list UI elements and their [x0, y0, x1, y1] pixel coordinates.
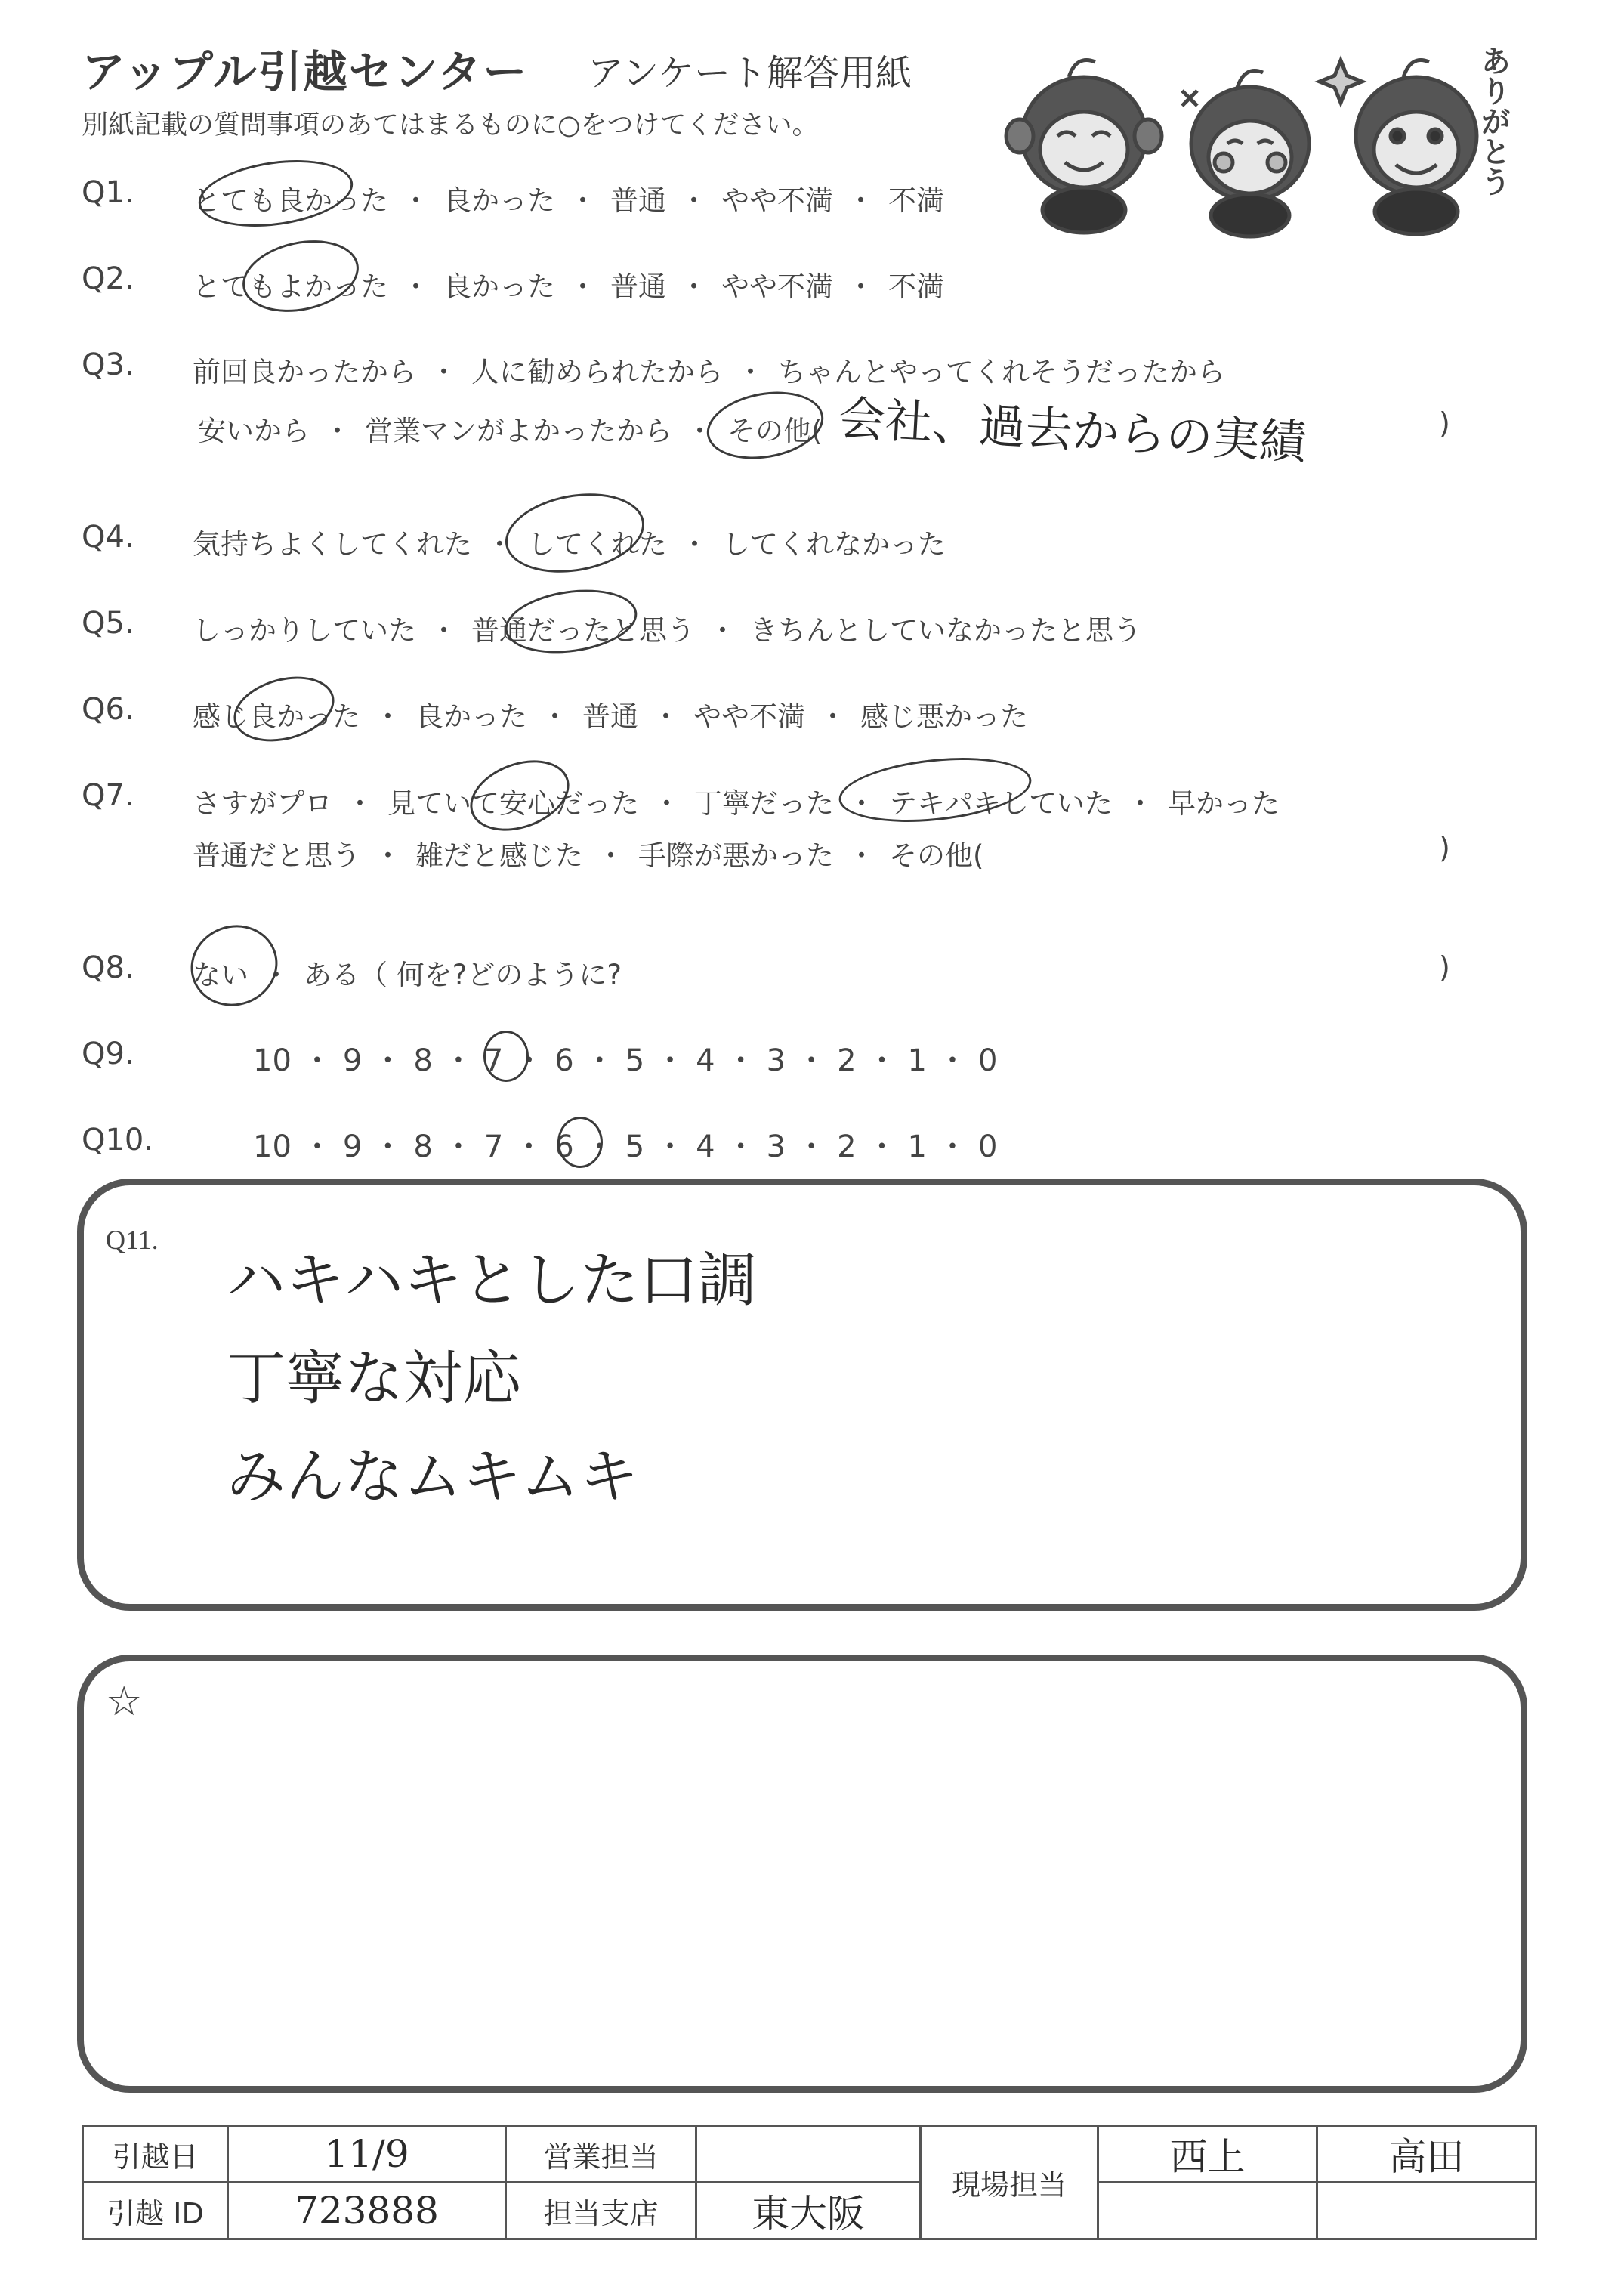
- mascot-caption: ありがとう: [1476, 45, 1511, 196]
- q9-score-1[interactable]: 1: [907, 1043, 927, 1078]
- q5-options: しっかりしていた ・ 普通だったと思う ・ きちんとしていなかったと思う: [193, 614, 1141, 647]
- q7-answer-circle-1: [460, 747, 579, 843]
- q7-option-5[interactable]: 早かった: [1168, 787, 1280, 820]
- q9-score-7[interactable]: 7: [483, 1043, 504, 1078]
- q6-option-1[interactable]: 感じ良かった: [193, 700, 360, 733]
- q4-answer-circle: [499, 484, 651, 583]
- q2-answer-circle: [236, 230, 366, 322]
- q7-number: Q7.: [82, 778, 134, 813]
- q2-option-1[interactable]: とてもよかった: [193, 270, 388, 303]
- site-rep-extra-2[interactable]: [1317, 2183, 1536, 2239]
- q10-score-2[interactable]: 2: [837, 1130, 857, 1164]
- q10-score-5[interactable]: 5: [625, 1130, 645, 1164]
- q1-option-4[interactable]: やや不満: [721, 184, 833, 217]
- sales-rep-value[interactable]: [696, 2126, 921, 2183]
- move-date-label: 引越日: [83, 2126, 228, 2183]
- q3-option-1[interactable]: 前回良かったから: [193, 356, 416, 388]
- q10-score-9[interactable]: 9: [342, 1130, 363, 1164]
- q2-options: とてもよかった ・ 良かった ・ 普通 ・ やや不満 ・ 不満: [193, 270, 944, 303]
- q10-score-10[interactable]: 10: [253, 1130, 292, 1164]
- q8-answer-circle: [179, 913, 289, 1018]
- q10-score-0[interactable]: 0: [977, 1130, 998, 1164]
- q9-score-10[interactable]: 10: [253, 1043, 292, 1078]
- branch-value[interactable]: 東大阪: [696, 2183, 921, 2239]
- q1-number: Q1.: [82, 175, 134, 210]
- q1-option-1[interactable]: とても良かった: [193, 184, 388, 217]
- q5-option-1[interactable]: しっかりしていた: [193, 614, 416, 647]
- q5-option-3[interactable]: きちんとしていなかったと思う: [750, 614, 1141, 647]
- q3-options-line1: 前回良かったから ・ 人に勧められたから ・ ちゃんとやってくれそうだったから: [193, 356, 1225, 388]
- q9-score-8[interactable]: 8: [413, 1043, 433, 1078]
- move-date-value[interactable]: 11/9: [228, 2126, 506, 2183]
- q9-selected-circle: [483, 1031, 529, 1082]
- site-rep-value-1[interactable]: 西上: [1098, 2126, 1317, 2183]
- q4-option-3[interactable]: してくれなかった: [722, 528, 946, 561]
- q8-number: Q8.: [82, 950, 134, 985]
- q9-scale: 10 ・ 9 ・ 8 ・ 7 ・ 6 ・ 5 ・ 4 ・ 3 ・ 2 ・ 1 ・ 0: [253, 1043, 998, 1078]
- q9-score-3[interactable]: 3: [766, 1043, 786, 1078]
- q5-option-2[interactable]: 普通だったと思う: [471, 614, 695, 647]
- q6-option-2[interactable]: 良かった: [415, 700, 527, 733]
- q11-line-3: みんなムキムキ: [227, 1443, 639, 1511]
- footer-info-table: [82, 2125, 1537, 2240]
- q7-option-8[interactable]: 手際が悪かった: [638, 839, 834, 872]
- q2-number: Q2.: [82, 261, 134, 296]
- q2-option-3[interactable]: 普通: [610, 270, 666, 303]
- q7-option-1[interactable]: さすがプロ: [193, 787, 332, 820]
- q3-option-2[interactable]: 人に勧められたから: [471, 356, 723, 388]
- q7-option-2[interactable]: 見ていて安心だった: [387, 787, 639, 820]
- q9-score-5[interactable]: 5: [625, 1043, 645, 1078]
- q8-option-some[interactable]: ある（ 何を?どのように?: [304, 959, 622, 991]
- q10-score-1[interactable]: 1: [907, 1130, 927, 1164]
- q1-options: とても良かった ・ 良かった ・ 普通 ・ やや不満 ・ 不満: [193, 184, 944, 217]
- q1-option-3[interactable]: 普通: [610, 184, 666, 217]
- q3-options-line2: 安いから ・ 営業マンがよかったから ・ その他(: [198, 415, 823, 447]
- move-id-value[interactable]: 723888: [228, 2183, 506, 2239]
- q3-option-4[interactable]: 安いから: [198, 415, 310, 447]
- q10-scale: 10 ・ 9 ・ 8 ・ 7 ・ 6 ・ 5 ・ 4 ・ 3 ・ 2 ・ 1 ・ 0: [253, 1130, 998, 1164]
- q3-close-paren: ): [1439, 406, 1450, 440]
- q8-options: ない ・ ある（ 何を?どのように?: [193, 959, 622, 991]
- q3-option-5[interactable]: 営業マンがよかったから: [365, 415, 672, 447]
- q3-handwritten-other: 会社、過去からの実績: [837, 390, 1308, 471]
- q1-answer-circle: [194, 151, 357, 236]
- q8-close-paren: ): [1439, 950, 1450, 984]
- q7-close-paren: ): [1439, 831, 1450, 864]
- q2-option-2[interactable]: 良かった: [443, 270, 555, 303]
- q1-option-2[interactable]: 良かった: [443, 184, 555, 217]
- q3-number: Q3.: [82, 348, 134, 382]
- star-icon: ☆: [106, 1677, 143, 1725]
- q9-score-0[interactable]: 0: [977, 1043, 998, 1078]
- star-comment-box[interactable]: [77, 1655, 1527, 2093]
- q10-score-4[interactable]: 4: [696, 1130, 715, 1164]
- mascot-monkeys-illustration: [997, 30, 1526, 242]
- q2-option-5[interactable]: 不満: [888, 270, 944, 303]
- q2-option-4[interactable]: やや不満: [721, 270, 833, 303]
- q8-option-none[interactable]: ない: [193, 959, 249, 991]
- q10-score-8[interactable]: 8: [413, 1130, 433, 1164]
- q4-option-1[interactable]: 気持ちよくしてくれた: [193, 528, 472, 561]
- q11-line-1: ハキハキとした口調: [227, 1247, 758, 1315]
- q9-score-9[interactable]: 9: [342, 1043, 363, 1078]
- q7-options-line2: 普通だと思う ・ 雑だと感じた ・ 手際が悪かった ・ その他(: [193, 839, 984, 872]
- q3-answer-circle: [702, 383, 829, 468]
- q6-option-3[interactable]: 普通: [582, 700, 638, 733]
- q5-number: Q5.: [82, 606, 134, 641]
- q3-option-other[interactable]: その他(: [727, 415, 823, 447]
- q7-option-6[interactable]: 普通だと思う: [193, 839, 360, 872]
- q10-score-6[interactable]: 6: [554, 1130, 574, 1164]
- q9-number: Q9.: [82, 1037, 134, 1071]
- move-id-label: 引越 ID: [83, 2183, 228, 2239]
- site-rep-label: 現場担当: [921, 2126, 1098, 2239]
- q6-option-5[interactable]: 感じ悪かった: [860, 700, 1028, 733]
- instructions: 別紙記載の質問事項のあてはまるものに○をつけてください。: [82, 110, 819, 141]
- q5-answer-circle: [501, 582, 641, 661]
- q10-score-3[interactable]: 3: [766, 1130, 786, 1164]
- q4-number: Q4.: [82, 520, 134, 555]
- q10-number: Q10.: [82, 1123, 154, 1157]
- q7-option-other[interactable]: その他(: [889, 839, 984, 872]
- brand-title: アップル引越センター: [82, 46, 529, 97]
- sales-rep-label: 営業担当: [506, 2126, 696, 2183]
- branch-label: 担当支店: [506, 2183, 696, 2239]
- q6-option-4[interactable]: やや不満: [693, 700, 805, 733]
- q4-option-2[interactable]: してくれた: [527, 528, 667, 561]
- q6-answer-circle: [227, 666, 341, 752]
- q9-score-2[interactable]: 2: [837, 1043, 857, 1078]
- q6-number: Q6.: [82, 692, 134, 727]
- q10-selected-circle: [557, 1117, 603, 1168]
- q6-options: 感じ良かった ・ 良かった ・ 普通 ・ やや不満 ・ 感じ悪かった: [193, 700, 1028, 733]
- q11-handwritten-comment: [227, 1231, 757, 1526]
- q11-line-2: 丁寧な対応: [227, 1345, 522, 1413]
- sheet-title: アンケート解答用紙: [588, 52, 912, 94]
- q1-option-5[interactable]: 不満: [888, 184, 944, 217]
- q3-option-3[interactable]: ちゃんとやってくれそうだったから: [778, 356, 1225, 388]
- q7-options-line1: さすがプロ ・ 見ていて安心だった ・ 丁寧だった ・ テキパキしていた ・ 早かった: [193, 787, 1280, 820]
- q7-option-4[interactable]: テキパキしていた: [889, 787, 1113, 820]
- q7-option-3[interactable]: 丁寧だった: [694, 787, 834, 820]
- site-rep-extra-1[interactable]: [1098, 2183, 1317, 2239]
- q4-options: 気持ちよくしてくれた ・ してくれた ・ してくれなかった: [193, 528, 946, 561]
- q11-label: Q11.: [106, 1225, 159, 1255]
- q10-score-7[interactable]: 7: [483, 1130, 504, 1164]
- q9-score-4[interactable]: 4: [696, 1043, 715, 1078]
- site-rep-value-2[interactable]: 高田: [1317, 2126, 1536, 2183]
- q9-score-6[interactable]: 6: [554, 1043, 574, 1078]
- q7-option-7[interactable]: 雑だと感じた: [415, 839, 583, 872]
